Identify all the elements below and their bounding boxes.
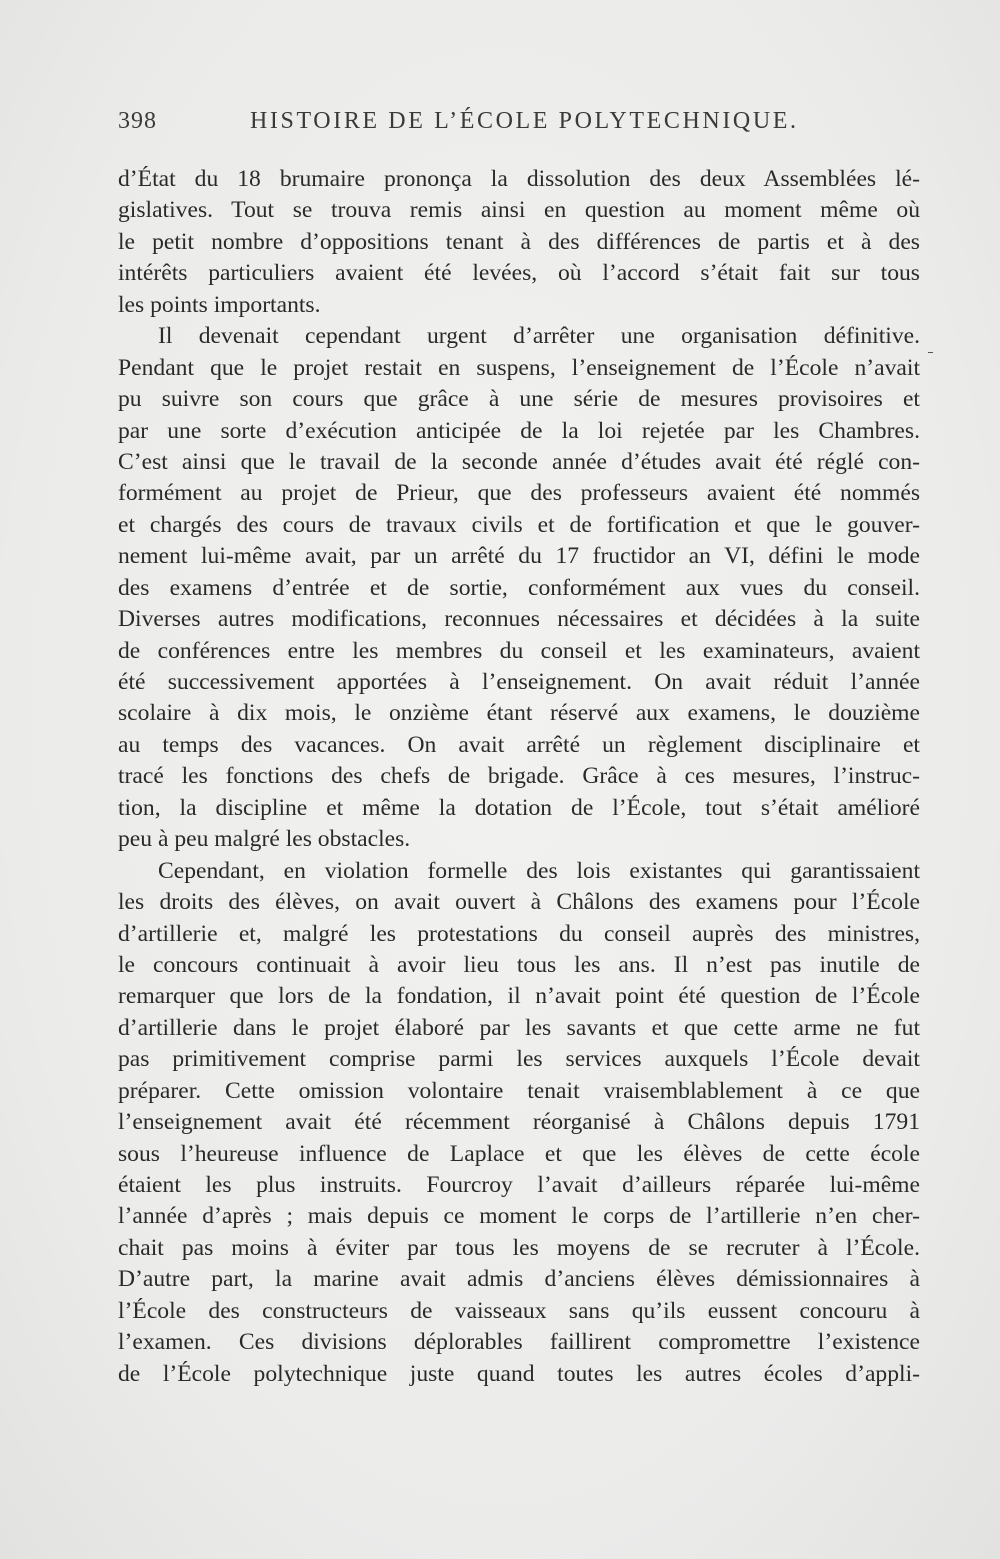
text-line: le petit nombre d’oppositions tenant à des différences de partis et à des [118, 228, 920, 255]
text-line: nement lui-même avait, par un arrêté du 17 fructidor an VI, défini le mode [118, 543, 920, 570]
text-line: gislatives. Tout se trouva remis ainsi en question au moment même où [118, 197, 920, 224]
text-line: des examens d’entrée et de sortie, conformément aux vues du conseil. [118, 574, 920, 601]
text-line: formément au projet de Prieur, que des professeurs avaient été nommés [118, 480, 920, 507]
page-number: 398 [118, 108, 157, 134]
text-line: scolaire à dix mois, le onzième étant réservé aux examens, le douzième [118, 700, 920, 727]
text-line: l’École des constructeurs de vaisseaux sans qu’ils eussent concouru à [118, 1297, 920, 1324]
text-line: intérêts particuliers avaient été levées, où l’accord s’était fait sur tous [118, 260, 920, 287]
text-line: été successivement apportées à l’enseignement. On avait réduit l’année [118, 669, 920, 695]
text-line: au temps des vacances. On avait arrêté un règlement disciplinaire et [118, 731, 920, 758]
text-line: tion, la discipline et même la dotation de l’École, tout s’était amélioré [118, 794, 920, 821]
text-line: d’artillerie dans le projet élaboré par les savants et que cette arme ne fut [118, 1014, 920, 1041]
running-header [118, 108, 920, 144]
text-line: de conférences entre les membres du conseil et les examinateurs, avaient [118, 637, 920, 664]
text-line: peu à peu malgré les obstacles. [118, 826, 411, 853]
text-line: pas primitivement comprise parmi les services auxquels l’École devait [118, 1046, 920, 1073]
text-line: l’examen. Ces divisions déplorables faillirent compromettre l’existence [118, 1329, 920, 1356]
text-line: préparer. Cette omission volontaire tenait vraisemblablement à ce que [118, 1077, 920, 1104]
body-text [118, 164, 920, 1390]
text-line: C’est ainsi que le travail de la seconde année d’études avait été réglé con- [118, 448, 920, 475]
text-line: Cependant, en violation formelle des lois existantes qui garantissaient [158, 857, 920, 884]
running-title: HISTOIRE DE L’ÉCOLE POLYTECHNIQUE. [250, 108, 799, 134]
text-line: par une sorte d’exécution anticipée de la loi rejetée par les Chambres. [118, 417, 920, 444]
text-line: chait pas moins à éviter par tous les moyens de se recruter à l’École. [118, 1234, 920, 1261]
text-line: Pendant que le projet restait en suspens, l’enseignement de l’École n’avait [118, 354, 920, 381]
text-line: pu suivre son cours que grâce à une série de mesures provisoires et [118, 386, 920, 413]
text-line: d’État du 18 brumaire prononça la dissolution des deux Assemblées lé- [118, 166, 920, 192]
text-line: tracé les fonctions des chefs de brigade. Grâce à ces mesures, l’instruc- [118, 763, 920, 790]
text-line: d’artillerie et, malgré les protestations du conseil auprès des ministres, [118, 920, 920, 947]
text-line: les points importants. [118, 291, 321, 318]
text-line: Il devenait cependant urgent d’arrêter une organisation définitive. [158, 323, 920, 350]
text-line: l’enseignement avait été récemment réorganisé à Châlons depuis 1791 [118, 1109, 920, 1136]
text-line: Diverses autres modifications, reconnues nécessaires et décidées à la suite [118, 606, 920, 633]
text-line: le concours continuait à avoir lieu tous les ans. Il n’est pas inutile de [118, 951, 920, 978]
text-line: D’autre part, la marine avait admis d’anciens élèves démissionnaires à [118, 1266, 920, 1293]
margin-mark [928, 352, 933, 353]
text-line: de l’École polytechnique juste quand toutes les autres écoles d’appli- [118, 1360, 920, 1387]
text-line: remarquer que lors de la fondation, il n’avait point été question de l’École [118, 983, 920, 1010]
text-line: sous l’heureuse influence de Laplace et que les élèves de cette école [118, 1140, 920, 1167]
text-line: étaient les plus instruits. Fourcroy l’avait d’ailleurs réparée lui-même [118, 1172, 920, 1198]
text-line: l’année d’après ; mais depuis ce moment le corps de l’artillerie n’en cher- [118, 1203, 920, 1230]
text-line: et chargés des cours de travaux civils et de fortification et que le gouver- [118, 511, 920, 538]
text-line: les droits des élèves, on avait ouvert à Châlons des examens pour l’École [118, 889, 920, 916]
